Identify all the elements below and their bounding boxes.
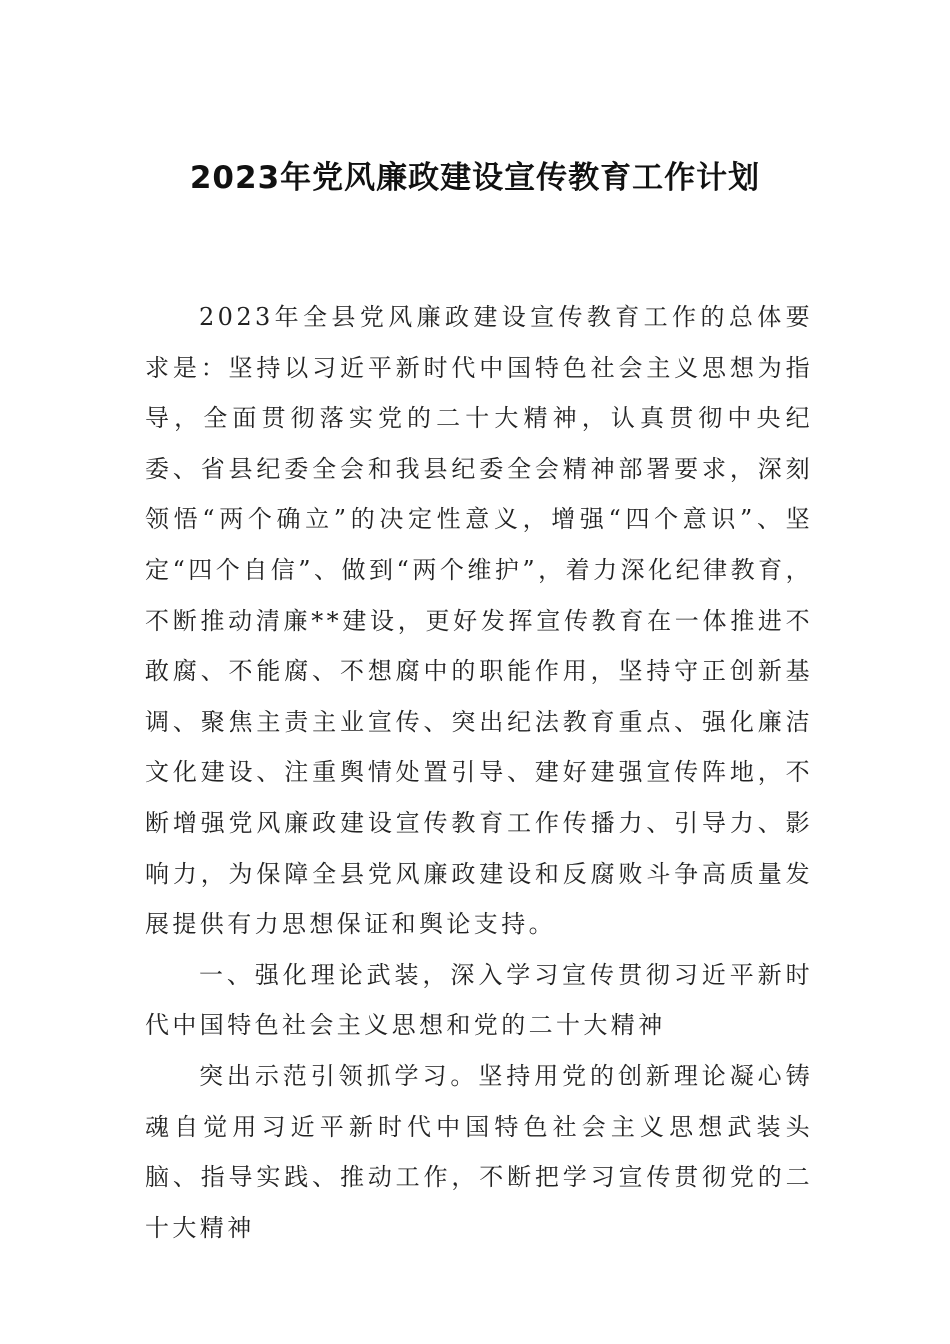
- paragraph-study-leadership: 突出示范引领抓学习。坚持用党的创新理论凝心铸魂自觉用习近平新时代中国特色社会主义思想武装头脑、指导实践、推动工作，不断把学习宣传贯彻党的二十大精神: [145, 1061, 813, 1242]
- document-title: 2023年党风廉政建设宣传教育工作计划: [189, 160, 761, 196]
- paragraph-general-requirements: 2023年全县党风廉政建设宣传教育工作的总体要求是：坚持以习近平新时代中国特色社会主义思想为指导，全面贯彻落实党的二十大精神，认真贯彻中央纪委、省县纪委全会和我县纪委全会精神部署要求，深刻领悟“两个确立”的决定性意义，增强“四个意识”、坚定“四个自信”、做到“两个维护”，着力深化纪律教育，不断推动清廉**建设，更好发挥宣传教育在一体推进不敢腐、不能腐、不想腐中的职能作用，坚持守正创新基调、聚焦主责主业宣传、突出纪法教育重点、强化廉洁文化建设、注重舆情处置引导、建好建强宣传阵地，不断增强党风廉政建设宣传教育工作传播力、引导力、影响力，为保障全县党风廉政建设和反腐败斗争高质量发展提供有力思想保证和舆论支持。: [145, 303, 813, 939]
- document-body: [145, 292, 813, 1253]
- section-heading-one: 一、强化理论武装，深入学习宣传贯彻习近平新时代中国特色社会主义思想和党的二十大精神: [145, 960, 813, 1040]
